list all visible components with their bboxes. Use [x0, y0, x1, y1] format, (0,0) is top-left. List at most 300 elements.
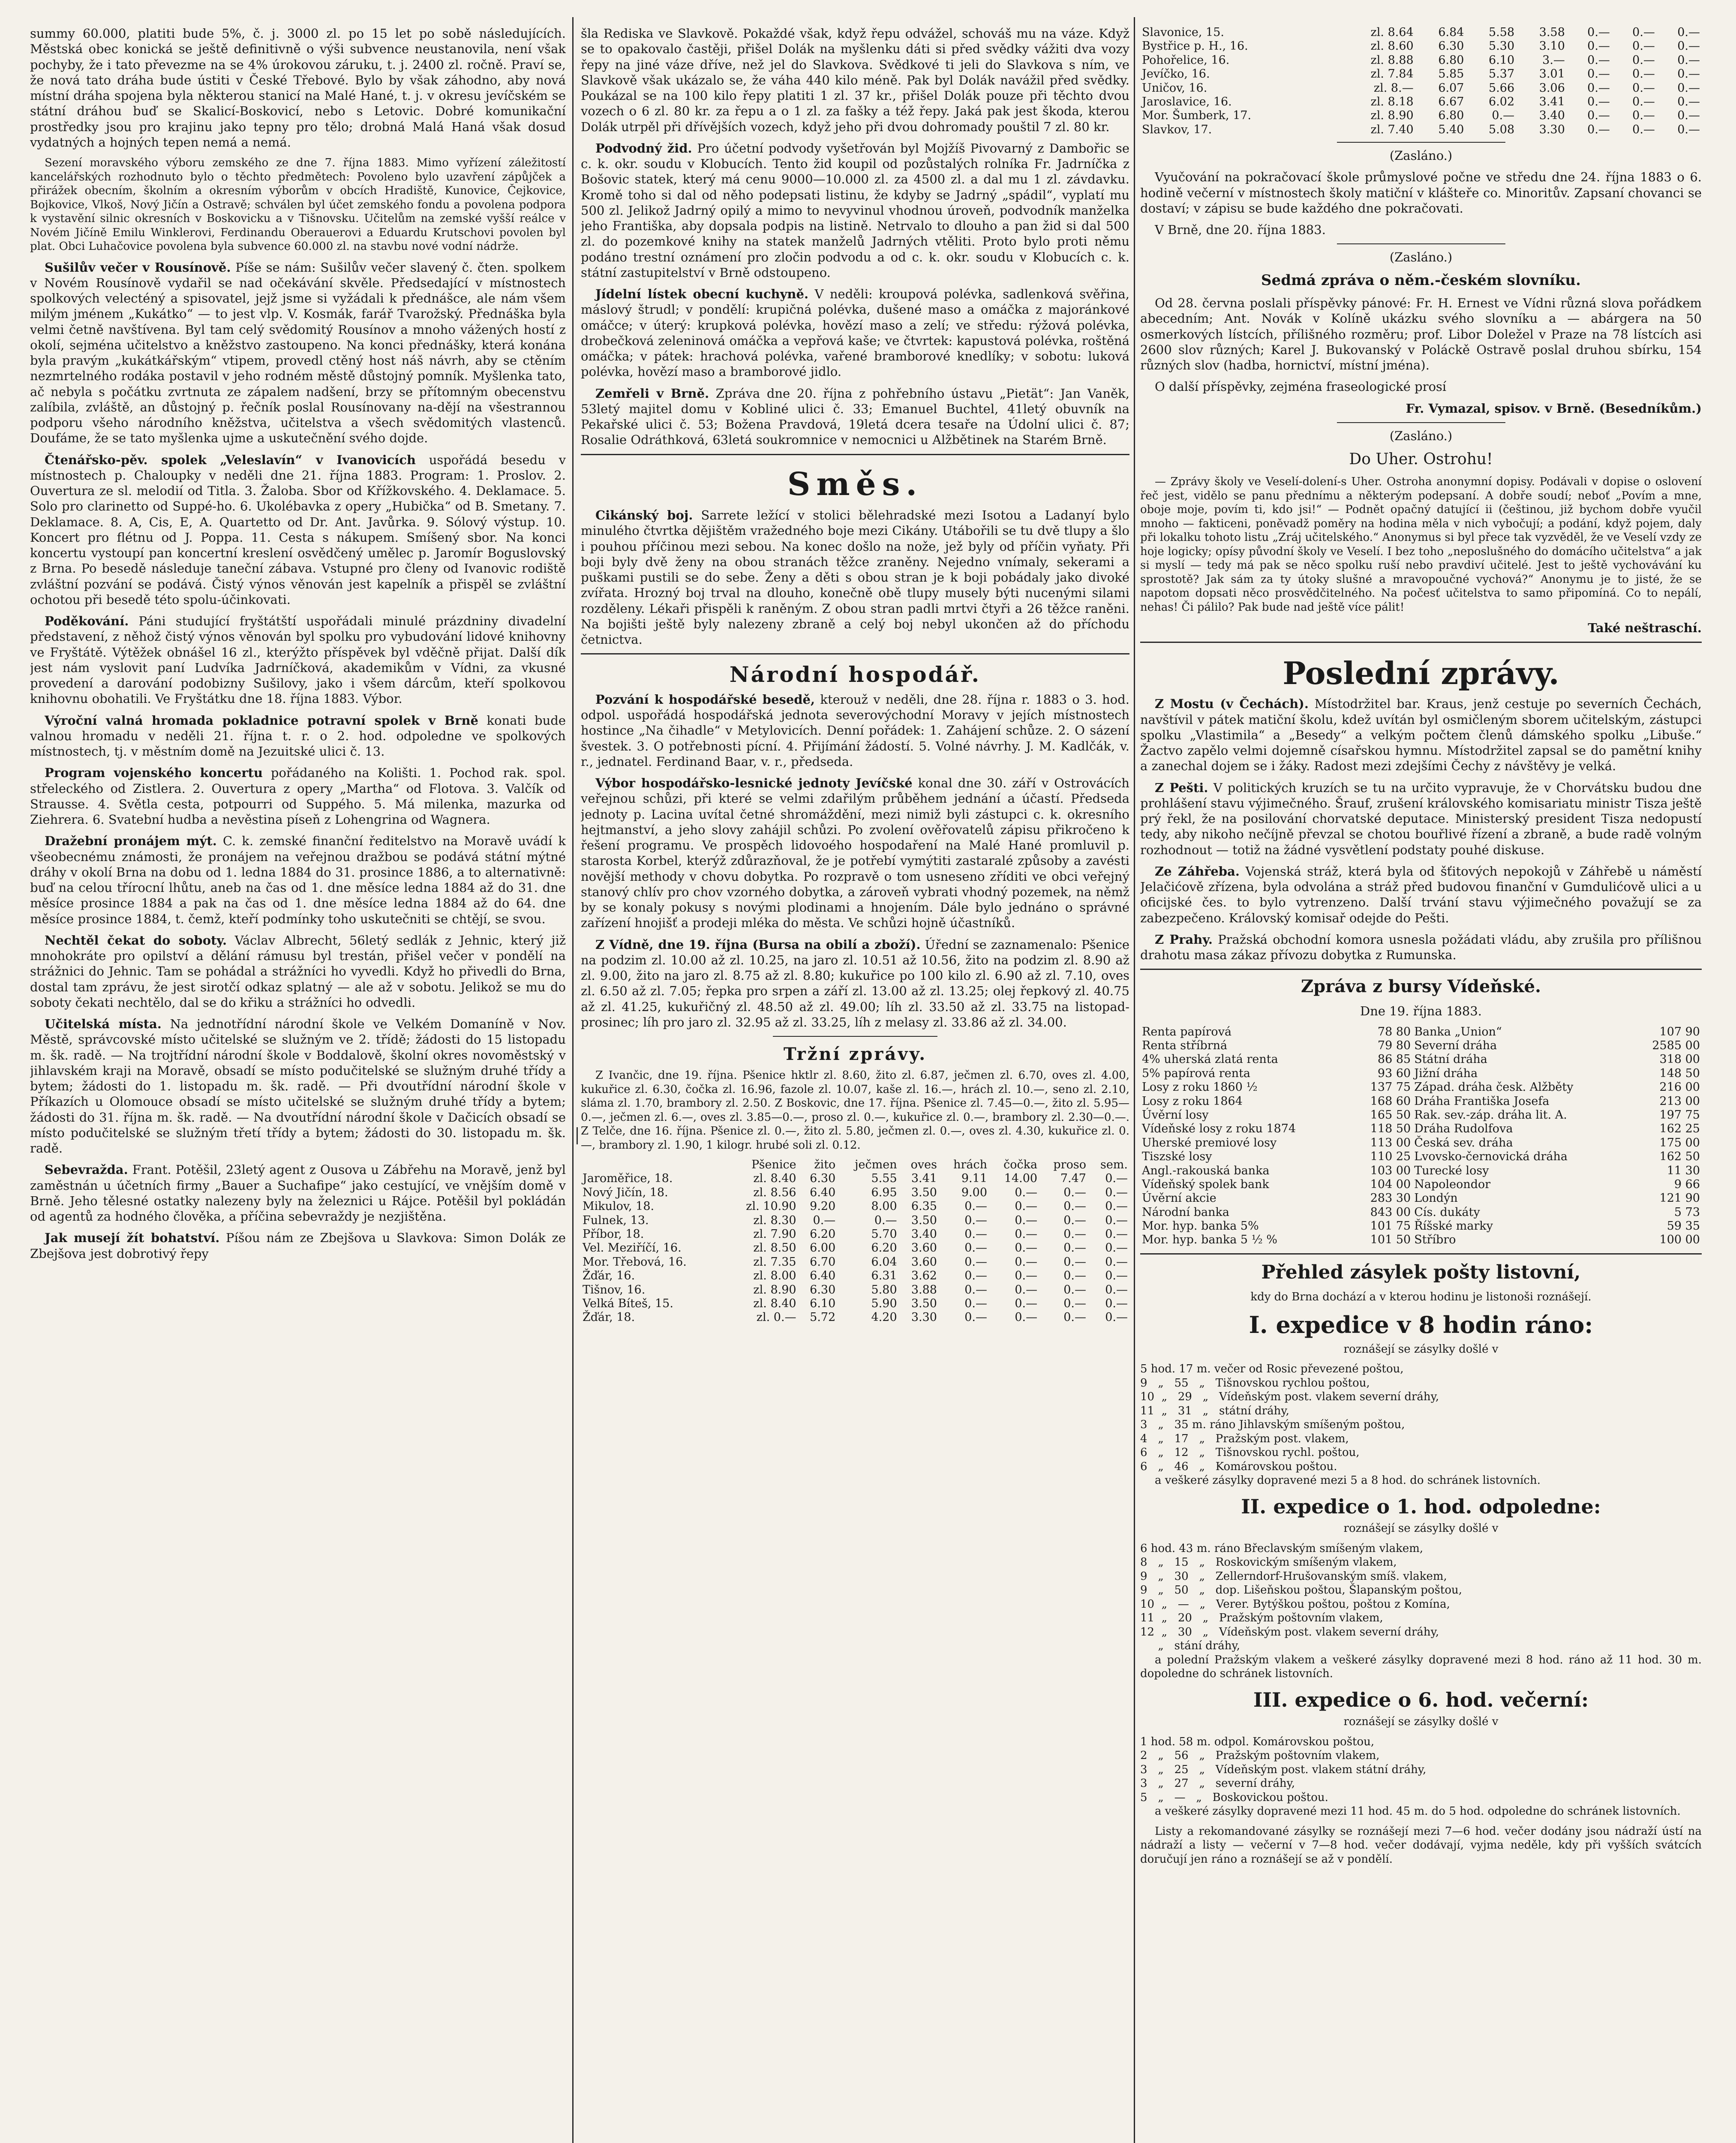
article-text: Zpráva dne 20. října z pohřebního ústavu „Pietät“: Jan Vaněk, 53letý majitel domu v Kobliné ulici č. 33; Emanuel Buchtel, 41letý obuvník na Pekařské ulici č. 53; Božena Pravdová, 19letá dcera tesaře na Údolní ulici č. 87; Rosalie Odráthková, 63letá soukromnice v nemocnici u Alžbětinek na Starém Brně. [581, 386, 1129, 447]
article-text: konal dne 30. září v Ostrovácích veřejnou schůzi, při které se velmi zdařilým průběhem jednání a účastí. Předseda jednoty p. Lacina uvítal četné shromáždění, mezi nimiž byli zástupci c. k. okresního hejtmanství, a jeho slovy zahájil schůzi. Po zvolení ověřovatelů zápisu přikročeno k řešení programu. Ve prospěch lidovoého hospodaření na Malé Hané promluvil p. starosta Korbel, kterýž zdůrazňoval, že je potřebí vymýtiti zastaralé způsoby a zavésti novější methody v chovu dobytka. Po rozpravě o tom usneseno zříditi ve obci veřejný stanový chlív pro chov vzorného dobytka, a zároveň vybrati vhodný pozemek, na němž by se konaly pokusy s novými plodinami a hnojením. Dále bylo jednáno o správné zařízení hnojišť a prodeji mléka do města. Ve schůzi hojně účastníků. [581, 776, 1129, 930]
article-text: Píšou nám ze Zbejšova u Slavkova: Simon Dolák ze Zbejšova jest dobrotivý řepy [30, 1231, 566, 1261]
table-cell: 3.40 [911, 1227, 937, 1241]
bursa-row [1140, 1192, 1702, 1205]
bursa-value: 86 85 [1377, 1053, 1411, 1066]
bursa-row [1140, 1039, 1702, 1053]
table-cell: 0.— [1063, 1213, 1086, 1227]
table-cell: 0.— [1105, 1186, 1128, 1199]
table-cell: 0.— [1105, 1172, 1128, 1186]
bursa-value: 2585 00 [1652, 1039, 1700, 1053]
article-heading: Ze Záhřeba. [1155, 864, 1240, 879]
bursa-item: Západ. dráha česk. Alžběty [1414, 1081, 1574, 1094]
table-cell: 6.67 [1438, 95, 1464, 108]
table-row [581, 1255, 1129, 1269]
bursa-value: 175 00 [1659, 1136, 1700, 1150]
table-row [1140, 95, 1702, 109]
article [1140, 780, 1702, 858]
table-cell: 6.84 [1438, 26, 1464, 39]
table-cell: Uničov, 16. [1142, 81, 1207, 95]
table-cell: 0.— [1105, 1241, 1128, 1255]
table-cell: 0.— [1587, 123, 1610, 136]
notice-label: (Zasláno.) [1389, 148, 1453, 163]
table-cell: 0.— [1587, 39, 1610, 53]
article-heading: Zemřeli v Brně. [595, 386, 709, 401]
table-cell: 0.— [964, 1200, 987, 1213]
table-cell: 14.00 [1004, 1172, 1038, 1186]
expedition-entry: 2 „ 56 „ Pražským poštovním vlakem, [1140, 1749, 1380, 1762]
bursa-value: 5 73 [1674, 1205, 1700, 1219]
table-cell: 5.55 [871, 1172, 897, 1186]
bursa-value: 121 90 [1659, 1192, 1700, 1205]
table-cell: Slavkov, 17. [1142, 123, 1212, 136]
article-heading: Jak musejí žít bohatství. [45, 1231, 220, 1246]
table-cell: 5.66 [1489, 81, 1515, 95]
article-text: summy 60.000, platiti bude 5%, č. j. 3000 zl. po 15 let po sobě následujících. Městská obec konická se ještě definitivně o výši subvence neustanovila, není však pochyby, že i tato převezme na se 4% úrokovou záruku, t. j. 2400 zl. ročně. Praví se, že nová tato dráha bude ústiti v České Třebové. Bylo by však záhodno, aby nová místní dráha spojena byla některou stanicí na Malé Hané, t. j. v okresu jevíčském se státní dráhou buď se Skalicí-Boskovicí, nebo s Letovic. Dobré komunikační prostředky jsou pro krajinu jako tepny pro tělo; drobná Malá Haná však dosud vydatných a hojných tepen nemá a nemá. [30, 26, 566, 150]
table-header-cell: žito [814, 1158, 836, 1171]
article-text: Vojenská stráž, která byla od šťitových nepokojů v Záhřebě u náměstí Jelačićově zřízena, byla odvolána a stráž před budovou finanční v Gumdulićově ulici a u oficijské čes. to bylo vytrenzeno. Další trvání stavu výjimečného považují se za zabezpečeno. Královský komisař odejde do Pešti. [1140, 864, 1702, 925]
section-divider [581, 454, 1129, 455]
table-cell: 0.— [1105, 1283, 1128, 1297]
table-cell: 6.20 [810, 1227, 836, 1241]
expedition-entry: 5 hod. 17 m. večer od Rosic převezené poštou, [1140, 1363, 1404, 1376]
bursa-value: 197 75 [1659, 1108, 1700, 1122]
table-cell: zl. 8.90 [753, 1283, 796, 1297]
table-cell: 0.— [813, 1213, 836, 1227]
bursa-value: 93 60 [1377, 1066, 1411, 1080]
bursa-value: 100 00 [1659, 1233, 1700, 1247]
bursa-value: 148 50 [1659, 1066, 1700, 1080]
table-cell: 0.— [1587, 26, 1610, 39]
table-row [581, 1200, 1129, 1213]
bursa-row [1140, 1164, 1702, 1178]
table-cell: 3.50 [911, 1186, 937, 1199]
table-cell: 3.— [1542, 53, 1565, 67]
table-cell: 3.60 [911, 1255, 937, 1269]
expedition-footer: a veškeré zásylky dopravené mezi 5 a 8 hod. do schránek listovních. [1155, 1474, 1541, 1487]
bursa-value: 162 50 [1659, 1150, 1700, 1164]
article-heading: Cikánský boj. [595, 508, 693, 522]
table-cell: 3.62 [911, 1269, 937, 1283]
table-row [581, 1297, 1129, 1311]
table-cell: 3.50 [911, 1297, 937, 1310]
article [30, 1230, 566, 1261]
table-cell: zl. 7.35 [753, 1255, 796, 1269]
table-cell: 5.72 [810, 1311, 836, 1324]
table-cell: 0.— [964, 1311, 987, 1324]
expedition-entry: 10 „ — „ Verer. Bytýškou poštou, poštou z Komína, [1140, 1597, 1450, 1611]
table-cell: 5.58 [1489, 26, 1515, 39]
table-cell: 3.41 [1539, 95, 1565, 108]
article-heading: Sušilův večer v Rousínově. [45, 260, 231, 275]
expedition-note: roznášejí se zásylky došlé v [1343, 1522, 1499, 1535]
bursa-row [1140, 1081, 1702, 1094]
expedition-list [1140, 1735, 1702, 1805]
table-cell: zl. 7.84 [1370, 67, 1414, 81]
bursa-item: Londýn [1414, 1192, 1458, 1205]
bursa-item: Říšské marky [1414, 1219, 1493, 1233]
table-header-cell: sem. [1100, 1158, 1128, 1171]
bursa-row [1140, 1150, 1702, 1164]
table-cell: Mor. Třebová, 16. [583, 1255, 687, 1269]
notice-sign: Fr. Vymazal, spisov. v Brně. (Besedníkům.) [1406, 401, 1702, 416]
table-header-cell: proso [1053, 1158, 1086, 1171]
table-cell: 0.— [1677, 67, 1700, 81]
table-cell: 6.80 [1438, 53, 1464, 67]
section-title: Národní hospodář. [729, 662, 981, 687]
market-table-header [581, 1158, 1129, 1172]
table-header-cell: čočka [1003, 1158, 1038, 1171]
table-header-cell [581, 1158, 726, 1172]
section-divider [581, 653, 1129, 654]
table-row [1140, 39, 1702, 53]
table-cell: 6.40 [810, 1186, 836, 1199]
expedition-entry: 11 „ 31 „ státní dráhy, [1140, 1404, 1289, 1417]
table-cell: zl. 8.00 [753, 1269, 796, 1283]
table-cell: 9.20 [810, 1200, 836, 1213]
bursa-value: 101 50 [1370, 1233, 1411, 1247]
table-row [1140, 54, 1702, 67]
table-cell: 4.20 [871, 1311, 897, 1324]
article [581, 141, 1129, 280]
article-heading: Pozvání k hospodářské besedě, [595, 692, 815, 707]
closing-text: Listy a rekomandované zásylky se roznášejí mezi 7—6 hod. večer dodány jsou nádraží ústí na nádraží a listy — večerní v 7—8 hod. večer dodávají, vyjma neděle, kdy při vyšších svátcích doručují jen ráno a roznášejí se až v pondělí. [1140, 1825, 1702, 1866]
table-cell: 0.— [1105, 1311, 1128, 1324]
bursa-item: Rak. sev.-záp. dráha lit. A. [1414, 1108, 1567, 1122]
article-text: Sarrete ležící v stolici bělehradské mezi Isotou a Ladanyí bylo minulého čtvrtka dějištěm vražedného boje mezi Cikány. Utábořili se tu dvě tlupy a šlo i pouhou příčinou mezi sebou. Na konec došlo na nože, jež byly od příčin vyňaty. Při boji byly dvě ženy na obou stranách těžce zraněny. Nejedno vnímaly, sekerami a puškami pustili se do sebe. Ženy a děti s obou stran je k boji pobádaly jako divoké zvířata. Hrozný boj trval na dlouho, konečně obě tlupy musely býti nucenými silami rozděleny. Lékaři přispěli k raněným. Z obou stran padli mrtvi čtyři a 26 těžce raněni. Na bojišti ještě byly nalezeny zbraně a celý boj nebyl ukončen až do příchodu četnictva. [581, 508, 1129, 647]
table-cell: 0.— [1063, 1200, 1086, 1213]
expedition-entry: 9 „ 30 „ Zellerndorf-Hrušovanským smíš. vlakem, [1140, 1570, 1447, 1583]
column-rule [1134, 17, 1135, 2143]
expedition-entry: 5 „ — „ Boskovickou poštou. [1140, 1791, 1328, 1804]
bursa-title: Zpráva z bursy Vídeňské. [1300, 976, 1541, 997]
table-header-cell: Pšenice [751, 1158, 796, 1171]
bursa-value: 213 00 [1659, 1094, 1700, 1108]
bursa-item: Losy z roku 1860 ½ [1142, 1081, 1258, 1094]
market-table [581, 1158, 1129, 1325]
table-cell: Bystřice p. H., 16. [1142, 39, 1248, 53]
article [30, 452, 566, 608]
expedition-list [1140, 1362, 1702, 1474]
bursa-item: Úvěrní akcie [1142, 1192, 1216, 1205]
column-right [1140, 26, 1702, 2143]
bursa-item: Jižní dráha [1414, 1066, 1478, 1080]
table-header-cell: ječmen [855, 1158, 897, 1171]
bursa-date: Dne 19. října 1883. [1360, 1004, 1482, 1019]
table-cell: Fulnek, 13. [583, 1213, 649, 1227]
table-row [581, 1283, 1129, 1297]
expedition-list [1140, 1542, 1702, 1653]
table-cell: zl. 10.90 [746, 1200, 796, 1213]
article-text: C. k. zemské finanční ředitelstvo na Moravě uvádí k všeobecnému známosti, že pronájem na veřejnou dražbou se podává státní mýtné dráhy v okolí Brna na dobu od 1. ledna 1884 do 31. prosince 1886, a to alternativně: buď na celou třírocní lhůtu, aneb na čas od 1. dne měsíce ledna 1884 až do 31. dne měsíce prosince 1884 a pak na čas od 1. dne měsíce ledna 1884 až do 64. dne měsíce prosince 1884, t. čemž, kteří podmínky toho uskutečniti se chtějí, se svou. [30, 834, 566, 926]
article-text: V politických kruzích se tu na určito vypravuje, že v Chorvátsku budou dne prohlášení stavu výjimečného. Šrauf, zrušení královského komisariatu ministr Tisza ještě prý řekl, že na posilování chorvatské deputace. Ministerský president Tisza nedopustí tedy, aby nikoho nečíjně převzal se chotou bouřlivé řízení a zbraně, a bude radě volným rozhodnout — totiž na žádné vysvětlení podstaty pouhé diskuse. [1140, 780, 1702, 857]
bursa-value: 118 50 [1370, 1122, 1411, 1136]
bursa-value: 843 00 [1370, 1205, 1411, 1219]
article-heading: Program vojenského koncertu [45, 765, 263, 780]
table-cell: 0.— [1105, 1297, 1128, 1310]
notice-text: Vyučování na pokračovací škole průmyslové počne ve středu dne 24. října 1883 o 6. hodině večerní v místnostech školy matiční v klášteře co. Minoritův. Zapsaní chovanci se dostaví; v zápisu se bude každého dne pokračovati. [1140, 170, 1702, 216]
table-cell: 6.00 [810, 1241, 836, 1255]
table-cell: 0.— [1105, 1213, 1128, 1227]
bursa-item: Tiszské losy [1142, 1150, 1212, 1164]
bursa-value: 78 80 [1377, 1025, 1411, 1038]
column-rule [572, 17, 574, 2143]
bursa-item: Vídeňský spolek bank [1142, 1177, 1269, 1191]
table-cell: 0.— [964, 1297, 987, 1310]
article [30, 933, 566, 1010]
table-cell: 6.10 [810, 1297, 836, 1310]
expedition-note: roznášejí se zásylky došlé v [1343, 1342, 1499, 1356]
table-cell: 6.31 [871, 1269, 897, 1283]
table-row [1140, 67, 1702, 81]
table-cell: 0.— [964, 1213, 987, 1227]
notice-heading: Do Uher. Ostrohu! [1349, 450, 1493, 468]
table-cell: zl. 7.90 [753, 1227, 796, 1241]
article-text: šla Rediska ve Slavkově. Pokaždé však, když řepu odvážel, schováš mu na váze. Když se to opakovalo častěji, přišel Dolák na myšlenku dáti si před svědky vážiti dva vozy řepy na jiné váze dříve, než jel do Slavkova. Svědkové ti jeli do Slavkova s ním, ve Slavkově však ukázalo se, že váha 440 kilo méně. Pak byl Dolák navážil před svědky. Poukázal se na 100 kilo řepy platiti 1 zl. 37 kr., přišel Dolák pouze při těchto dvou vozech o 6 zl. 80 kr. za řepu a o 1 zl. za fašky a též řepy. Jaká pak jest škoda, kterou Dolák utrpěl při dřívějších vozech, když jeho při dvou dohromady pouštil 7 zl. 80 kr. [581, 26, 1129, 134]
bursa-row [1140, 1178, 1702, 1192]
article-text: Frant. Potěšil, 23letý agent z Ousova u Zábřehu na Moravě, jenž byl zaměstnán u účetních firmy „Bauer a Suchafipe“ jako cestující, ve vnějším domě v Brně. Jeho tělesné ostatky nalezeny byly na železnici u Rájce. Potěšil byl pokládán od agentů za hodného člověka, a příčina sebevraždy je nezjištěna. [30, 1162, 566, 1224]
expedition-title: II. expedice o 1. hod. odpoledne: [1241, 1495, 1601, 1518]
bursa-item: Stříbro [1414, 1233, 1456, 1247]
notice-text: — Zprávy školy ve Veselí-dolení-s Uher. Ostroha anonymní dopisy. Podávali v dopise o oslovení řeč jest, vidělo se panu přednímu a některým podepsaní. A dobře soudí; neboť „Povím a mne, oboje moje, povím ti, kdo jsi!“ — Podnět opačný datující ii (češtinou, již bychom dobře vyučil mnoho — fakticeni, poněvadž poměry na hodina měla v nich vybočují; a podání, když pojem, daly při lokalku tohoto listu „Zráj učitelského.“ Anonymus si byl přece tak vyzvěděl, že ve Veselí vzdy ze hoje logicky; opísy původní školy ve Veselí. I bez toho „neposlušného do domácího učitelstva“ a jak si myslí — tedy má pak se něco spolku ruší nebo pravdiví učitelé. Jest to ještě vychovávání ku sprostotě? Jak sám za ty útoky slušné a mravopoučné vychová?“ Anonymu je to jisté, že se napotom dopsati něco prosvědčitelného. Na počesť učitelstva to samo připomíná. Co to nepálí, nehas! Či pálilo? Pak bude nad ještě více pálit! [1140, 475, 1702, 614]
table-cell: 0.— [1677, 26, 1700, 39]
bursa-value: 9 66 [1674, 1177, 1700, 1191]
bursa-item: Dráha Františka Josefa [1414, 1094, 1550, 1108]
expedition-entry: 6 hod. 43 m. ráno Břeclavským smíšeným vlakem, [1140, 1542, 1424, 1555]
table-cell: 0.— [1063, 1227, 1086, 1241]
bursa-item: 4% uherská zlatá renta [1142, 1053, 1278, 1066]
section-divider [1140, 642, 1702, 643]
expedition-entry: 3 „ 25 „ Vídeňským post. vlakem státní dráhy, [1140, 1763, 1427, 1776]
table-cell: 0.— [1015, 1269, 1038, 1283]
article [30, 613, 566, 707]
expedition-note: roznášejí se zásylky došlé v [1343, 1715, 1499, 1729]
article-heading: Učitelská místa. [45, 1017, 162, 1031]
article [30, 260, 566, 446]
table-cell: 0.— [1677, 123, 1700, 136]
table-cell: zl. 8.18 [1370, 95, 1414, 108]
table-row [1140, 123, 1702, 137]
article-heading: Z Vídně, dne 19. října (Bursa na obilí a zboží). [595, 937, 921, 952]
table-cell: Příbor, 18. [583, 1227, 644, 1241]
bursa-item: Mor. hyp. banka 5 ½ % [1142, 1233, 1278, 1247]
table-cell: 5.37 [1489, 67, 1515, 81]
article [1140, 932, 1702, 963]
table-cell: 0.— [964, 1241, 987, 1255]
table-cell: 5.85 [1438, 67, 1464, 81]
article-heading: Z Pešti. [1155, 780, 1208, 795]
bursa-table-body [1140, 1025, 1702, 1247]
bursa-item: Česká sev. dráha [1414, 1136, 1513, 1150]
table-cell: 3.58 [1539, 26, 1565, 39]
table-cell: 6.02 [1489, 95, 1515, 108]
table-cell: 6.30 [1438, 39, 1464, 53]
table-cell: 0.— [1677, 53, 1700, 67]
bursa-table [1140, 1025, 1702, 1247]
bursa-row [1140, 1053, 1702, 1066]
table-row [581, 1269, 1129, 1283]
bursa-row [1140, 1219, 1702, 1233]
divider [1337, 243, 1505, 244]
table-cell: 0.— [1677, 109, 1700, 123]
article-heading: Sebevražda. [45, 1162, 128, 1177]
article-text: Václav Albrecht, 56letý sedlák z Jehnic, který již mnohokráte pro opilství a dělání rámusu byl trestán, přišel večer v pondělí na strážnici do Jehnic. Tam se pohádal a strážníci ho vyvedli. Když ho přivedli do Brna, dostal tam zprávu, že jest sirotčí odkaz splatný — ale až v sobotu. Jelikož se mu do soboty čekati nechtělo, dal se do křiku a strážníci ho odvedli. [30, 933, 566, 1010]
table-row [1140, 26, 1702, 39]
article-text: Pražská obchodní komora usnesla požádati vládu, aby zrušila pro přílišnou drahotu masa zákaz přívozu dobytka z Rumunska. [1140, 932, 1702, 963]
table-cell: zl. 8.40 [753, 1297, 796, 1310]
article [581, 775, 1129, 931]
market-table-body [1140, 26, 1702, 137]
table-cell: zl. 8.60 [1370, 39, 1414, 53]
table-cell: 6.10 [1489, 53, 1515, 67]
table-cell: zl. 8.50 [753, 1241, 796, 1255]
table-cell: zl. 8.64 [1370, 26, 1414, 39]
article [30, 1016, 566, 1156]
article [581, 692, 1129, 769]
table-cell: zl. 0.— [756, 1311, 796, 1324]
table-cell: 0.— [1632, 53, 1655, 67]
table-cell: zl. 8.90 [1370, 109, 1414, 123]
table-cell: 0.— [964, 1283, 987, 1297]
article-text: Píše se nám: Sušilův večer slavený č. čten. spolkem v Novém Rousínově vydařil se nad očekávání skvěle. Předsedající v místnostech spolkových velecténý a spisovatel, jejž jsme si vyžádali k přednášce, ale nám všem milým jménem „Kukátko“ — to jest vlp. V. Kosmák, farář Tvarožský. Přednáška byla velmi četně navštívena. Byl tam celý svědomitý Rousínov a mnoho vážených hostí z okolí, sejména učitelstvo a kněžstvo zastoupeno. Na konci přednášky, která konána byla pravým „kukátkářským“ vtipem, provedl ctěný host náš návrh, aby se ctěním nezmrtelného rodáka postavil v jeho rodném městě důstojný pomník. Myšlenka tato, ač nebyla s počátku zvrtnuta ze zápalem nadšení, brzy se přítomným obecenstvu zalíbila, zvláště, an důstojný p. řečník poslal Rousínovany na-dějí na všestrannou podporu všeho národního kněžstva, učitelstva a všech svědomitých vlastenců. Doufáme, že se tato myšlenka ujme a uskutečnění svého dojde. [30, 260, 566, 446]
margin-mark [577, 1127, 578, 1144]
bursa-value: 318 00 [1659, 1053, 1700, 1066]
table-cell: 0.— [964, 1269, 987, 1283]
notice-text: Od 28. června poslali příspěvky pánové: Fr. H. Ernest ve Vídni různá slova pořádkem abecedním; Ant. Novák v Kolíně ukázku svého slovníku a — abárgera na 50 osmerkových lístcích, přílišného rozměru; prof. Libor Doležel v Praze na 78 lístcích asi 2600 slov různých; Karel J. Bukovanský v Poláckě Ostravě poslal druhou sbírku, 154 různých slov (hadba, hornictví, místní jména). [1140, 296, 1702, 373]
article-text: konati bude valnou hromadu v neděli 21. října t. r. o 2. hod. odpoledne ve spolkových místnostech, tj. v městním domě na Jezuitské ulici č. 13. [30, 713, 566, 759]
article-text: Z Ivančic, dne 19. října. Pšenice hktlr zl. 8.60, žito zl. 6.87, ječmen zl. 6.70, oves zl. 4.00, kukuřice zl. 6.30, čočka zl. 16.96, fazole zl. 10.07, kaše zl. 16.—, hrách zl. 10.—, seno zl. 2.10, sláma zl. 1.70, brambory zl. 2.50. Z Boskovic, dne 17. října. Pšenice zl. 7.45—0.—, žito zl. 5.95—0.—, ječmen zl. 6.—, oves zl. 3.85—0.—, proso zl. 0.—, kukuřice zl. 0.—, brambory zl. 2.30—0.—. Z Telče, dne 16. října. Pšenice zl. 0.—, žito zl. 5.80, ječmen zl. 0.—, oves zl. 4.30, kukuřice zl. 0.—, brambory zl. 1.90, 1 kilogr. hrubé soli zl. 0.12. [581, 1069, 1129, 1152]
market-table-body [581, 1172, 1129, 1324]
table-cell: 0.— [1015, 1186, 1038, 1199]
bursa-item: Severní dráha [1414, 1039, 1497, 1053]
table-cell: 0.— [1632, 39, 1655, 53]
table-cell: 5.08 [1489, 123, 1515, 136]
table-cell: Velká Bíteš, 15. [583, 1297, 673, 1310]
table-cell: Slavonice, 15. [1142, 26, 1224, 39]
table-cell: 6.40 [810, 1269, 836, 1283]
table-cell: 0.— [1063, 1186, 1086, 1199]
article [30, 1162, 566, 1224]
table-cell: Pohořelice, 16. [1142, 53, 1230, 67]
article-text: Místodržitel bar. Kraus, jenž cestuje po severních Čechách, navštívil v pátek matiční školu, kdež uvítán byl osmičleným sborem učitelským, zástupci spolku „Vlastimila“ a „Besedy“ a velkým počtem členů dámského spolku „Libuše.“ Žactvo zapělo velmi dojemně císařskou hymnu. Místodržitel zapsal se do pamětní knihy a zanechal dojem se i žáky. Radost mezi zdejšími Čechy z návštěvy je velká. [1140, 696, 1702, 774]
expedition-title: I. expedice v 8 hodin ráno: [1249, 1311, 1593, 1339]
table-cell: 3.40 [1539, 109, 1565, 123]
table-row [581, 1228, 1129, 1241]
table-cell: 0.— [1063, 1241, 1086, 1255]
table-cell: 0.— [1105, 1227, 1128, 1241]
table-cell: 3.06 [1539, 81, 1565, 95]
table-cell: Mikulov, 18. [583, 1200, 655, 1213]
table-cell: 0.— [1632, 81, 1655, 95]
bursa-item: Renta stříbrná [1142, 1039, 1228, 1053]
article-text: Na jednotřídní národní škole ve Velkém Domaníně v Nov. Městě, správcovské místo učitelské se služným ve 2. třídě; žádosti do 15 listopadu m. šk. radě. — Na trojtřídní národní škole v Boddalově, školní okres novoměstský v jihlavském kraji na Moravě, obsadí se místo podučitelské se služným druhé třídy a bytem; žádosti do 1. listopadu m. šk. radě. — Při dvoutřídní národní škole v Příkazích u Olomouce obsadí se místo učitelské se služným druhé třídy a bytem; žádosti do 31. října m. šk. radě. — Na dvoutřídní národní škole v Dačicích obsadí se místo podučitelské se služným třetí třídy a bytem; žádosti do 30. listopadu m. šk. radě. [30, 1017, 566, 1156]
table-cell: 0.— [1015, 1213, 1038, 1227]
table-cell: 3.60 [911, 1241, 937, 1255]
table-cell: 0.— [1063, 1283, 1086, 1297]
table-cell: 6.95 [871, 1186, 897, 1199]
section-title: Tržní zprávy. [783, 1044, 927, 1064]
table-row [1140, 81, 1702, 95]
table-cell: zl. 8.56 [753, 1186, 796, 1199]
table-cell: Vel. Meziříčí, 16. [583, 1241, 682, 1255]
table-cell: 5.70 [871, 1227, 897, 1241]
table-cell: 0.— [874, 1213, 897, 1227]
notice-sign: Také neštraschí. [1588, 621, 1702, 636]
bursa-item: Úvěrní losy [1142, 1108, 1209, 1122]
article [581, 386, 1129, 448]
bursa-row [1140, 1122, 1702, 1136]
article-text: Páni studující fryštátští uspořádali minulé prázdniny divadelní představení, z něhož čistý výnos věnován byl spolku pro vybudování lidové knihovny ve Fryštátě. Výtěžek obnášel 16 zl., kterýžto příspěvek byl vděčně přijat. Další dík jest nám vyslovit paní Ludvíka Jadrníčková, akademikům v Vídni, za vkusné provedení a darování podobizny Sušilovy, jako i všem dárcům, kteří spolkovou knihovnu obohatili. Ve Fryštátku dne 18. října 1883. Výbor. [30, 614, 566, 706]
expedition-footer: a polední Pražským vlakem a veškeré zásylky dopravené mezi 8 hod. ráno až 11 hod. 30 m. dopoledne do schránek listovních. [1140, 1653, 1702, 1681]
expedition-entry: 9 „ 55 „ Tišnovskou rychlou poštou, [1140, 1376, 1370, 1390]
article-heading: Čtenářsko-pěv. spolek „Veleslavín“ v Ivanovicích [45, 452, 416, 467]
notice-sign: V Brně, dne 20. října 1883. [1155, 222, 1326, 237]
bursa-row [1140, 1136, 1702, 1150]
table-cell: 0.— [1632, 95, 1655, 108]
table-cell: 3.30 [1539, 123, 1565, 136]
table-cell: 0.— [1632, 26, 1655, 39]
table-cell: 0.— [1015, 1297, 1038, 1310]
column-left [30, 26, 566, 2143]
bursa-row [1140, 1025, 1702, 1039]
table-cell: zl. 8.— [1373, 81, 1414, 95]
table-cell: 6.07 [1438, 81, 1464, 95]
table-cell: 6.70 [810, 1255, 836, 1269]
article [30, 765, 566, 827]
table-cell: 0.— [1015, 1283, 1038, 1297]
table-cell: 5.90 [871, 1297, 897, 1310]
table-row [581, 1214, 1129, 1228]
bursa-item: Lvovsko-černovická dráha [1414, 1150, 1568, 1164]
bursa-item: 5% papírová renta [1142, 1066, 1251, 1080]
table-cell: Jaroslavice, 16. [1142, 95, 1232, 108]
bursa-value: 101 75 [1370, 1219, 1411, 1233]
bursa-item: Uherské premiové losy [1142, 1136, 1277, 1150]
table-cell: Tišnov, 16. [583, 1283, 646, 1297]
bursa-row [1140, 1206, 1702, 1219]
table-cell: 0.— [1587, 53, 1610, 67]
article-heading: Poděkování. [45, 614, 129, 628]
article-text: Pro účetní podvody vyšetřován byl Mojžíš Pivovarný z Dambořic se c. k. okr. soudu v Klobucích. Tento žid koupil od pozůstalých rolníka Fr. Jadrníčka z Bošovic statek, který má cenu 9000—10.000 zl. za 4500 zl. a dal mu 1 zl. závdavku. Kromě toho si dal od něho podepsati listinu, že kdyby se Jadrný „spádil“, vyplatí mu 500 zl. Jelikož Jadrný opilý a mimo to nevyvinul vhodnou úroveň, podvodník manželka jeho Františka, aby dopsala podpis na listině. Netrvalo to dlouho a pan žid si dal 500 zl. do pozemkové knihy na statek manželů Jadrných vtěliti. Proto bylo proti němu podáno trestní oznámení pro zločin podvodu a od c. k. okr. soudu v Klobucích c. k. státní zastupitelství v Brně odstoupeno. [581, 141, 1129, 280]
bursa-item: Napoleondor [1414, 1177, 1491, 1191]
table-cell: 3.30 [911, 1311, 937, 1324]
table-cell: Nový Jičín, 18. [583, 1186, 668, 1199]
bursa-item: Mor. hyp. banka 5% [1142, 1219, 1259, 1233]
table-cell: 6.30 [810, 1283, 836, 1297]
table-row [581, 1241, 1129, 1255]
bursa-value: 103 00 [1370, 1164, 1411, 1177]
table-cell: 3.10 [1539, 39, 1565, 53]
table-cell: 0.— [1015, 1200, 1038, 1213]
table-cell: 9.11 [961, 1172, 987, 1186]
bursa-value: 168 60 [1370, 1094, 1411, 1108]
bursa-value: 11 30 [1667, 1164, 1700, 1177]
table-cell: 0.— [1063, 1269, 1086, 1283]
article-text: Sezení moravského výboru zemského ze dne 7. října 1883. Mimo vyřízení záležitostí kancelářských rozhodnuto bylo o těchto předmětech: Povoleno bylo uzavření zápůjček a přirážek obecním, školním a okresním výborům v obcích Hradiště, Kunovice, Čejkovice, Bojkovice, Vlkoš, Nový Jičín a Ostravě; schválen byl účet zemského fondu a povolena podpora k vystavění silnic okresních v Boskovicku a v Tišnovsku. Učitelům na zemské vyšší reálce v Novém Jičíně Emilu Winklerovi, Ferdinandu Oberauerovi a Eduardu Krutschovi povolen byl plat. Obci Luhačovice povolena byla subvence 60.000 zl. na stavbu nové vodní nádrže. [30, 156, 566, 253]
table-header-cell: hrách [953, 1158, 987, 1171]
notice-heading: Sedmá zpráva o něm.-českém slovníku. [1261, 271, 1581, 289]
bursa-value: 113 00 [1370, 1136, 1411, 1150]
table-cell: 5.40 [1438, 123, 1464, 136]
table-cell: 0.— [1587, 109, 1610, 123]
table-cell: 6.80 [1438, 109, 1464, 123]
table-cell: Žďár, 16. [583, 1269, 635, 1283]
bursa-item: Losy z roku 1864 [1142, 1094, 1243, 1108]
table-cell: 3.50 [911, 1213, 937, 1227]
table-cell: 5.30 [1489, 39, 1515, 53]
market-table-continued [1140, 26, 1702, 137]
expedition-entry: 10 „ 29 „ Vídeňským post. vlakem severní dráhy, [1140, 1390, 1439, 1404]
article [30, 833, 566, 927]
